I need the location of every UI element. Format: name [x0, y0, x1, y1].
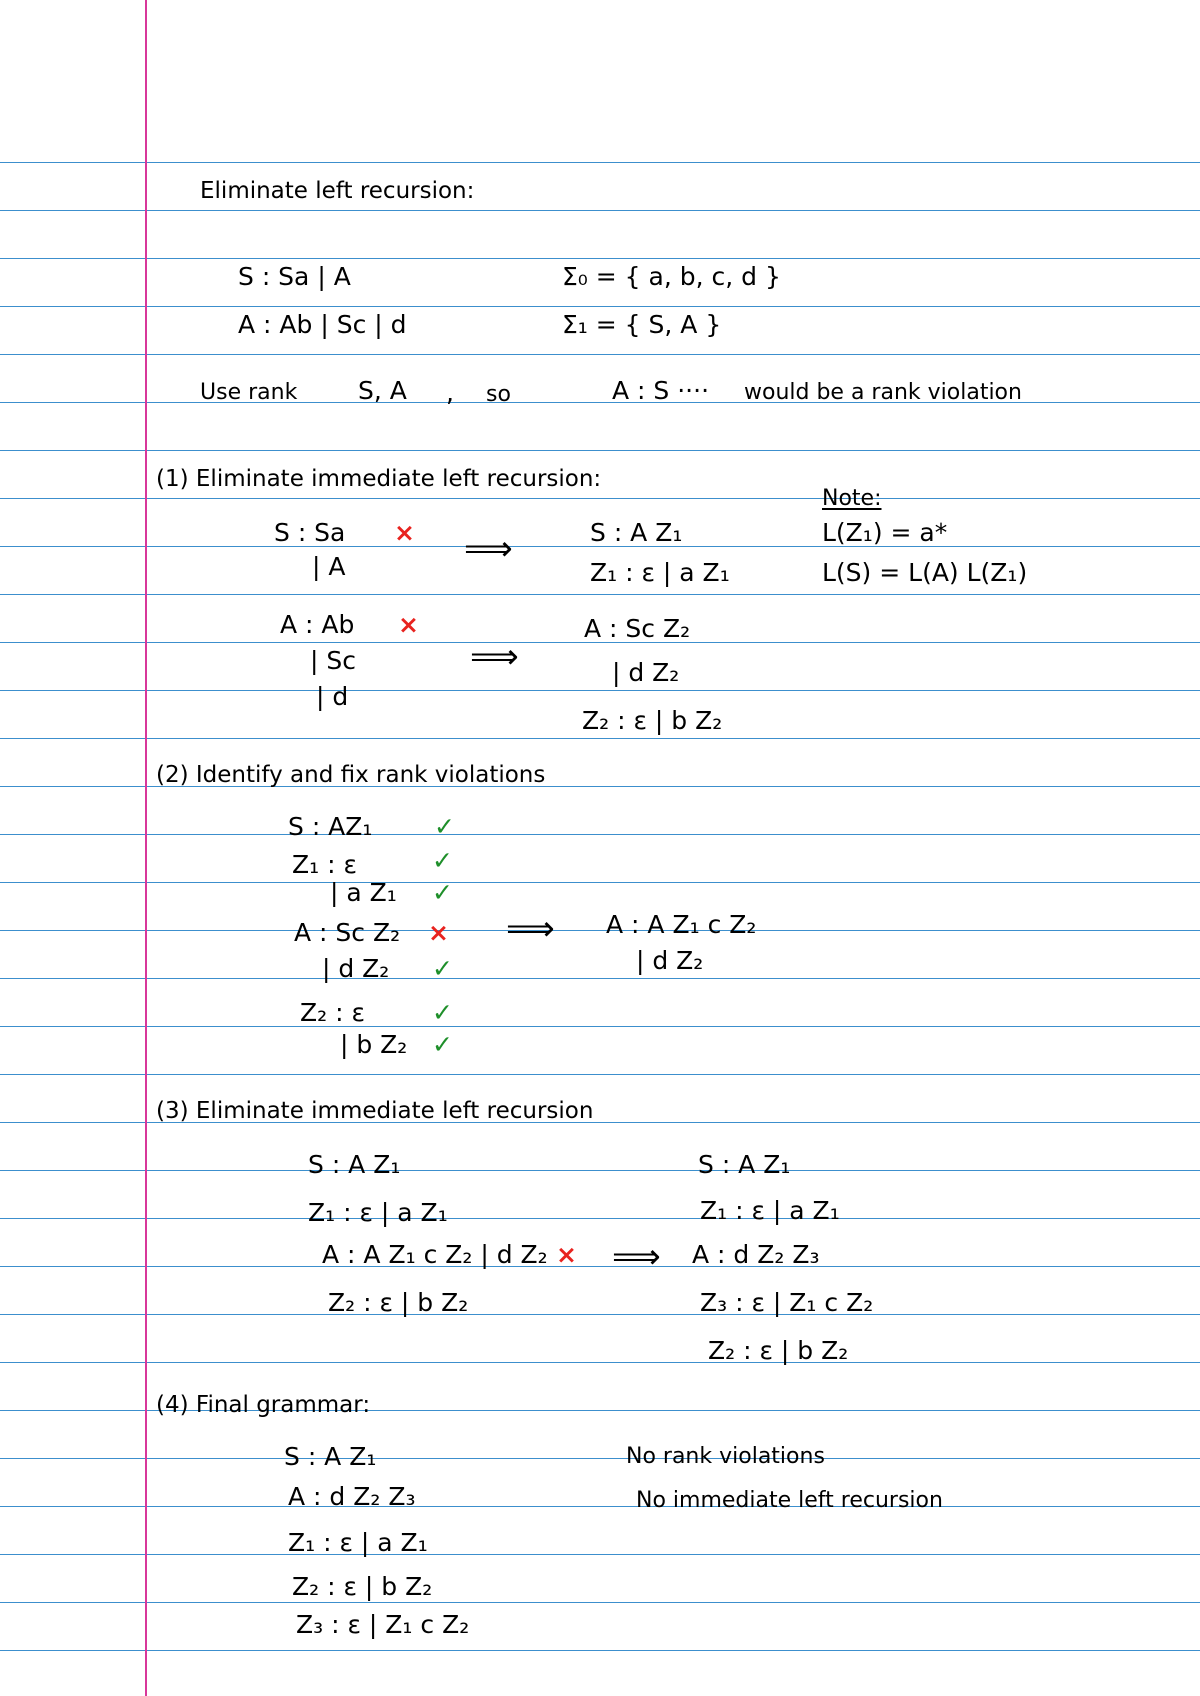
step3-right-1: S : A Z₁ — [698, 1150, 791, 1179]
rule-line — [0, 258, 1200, 259]
step4-title: (4) Final grammar: — [156, 1392, 371, 1418]
rank-use-label: Use rank — [200, 380, 298, 405]
step2-line-1: S : AZ₁ — [288, 812, 373, 841]
step3-right-3: A : d Z₂ Z₃ — [692, 1240, 820, 1269]
rule-line — [0, 306, 1200, 307]
step1-title: (1) Eliminate immediate left recursion: — [156, 466, 602, 492]
rule-line — [0, 594, 1200, 595]
transform-arrow: ⟹ — [464, 529, 513, 569]
final-check-rank: No rank violations — [626, 1444, 825, 1469]
step2-title: (2) Identify and fix rank violations — [156, 762, 546, 788]
step3-right-5: Z₂ : ε | b Z₂ — [708, 1336, 849, 1365]
check-mark: ✓ — [432, 954, 453, 983]
step2-line-2: Z₁ : ε — [292, 850, 357, 879]
step2-result-2: | d Z₂ — [636, 946, 704, 975]
rule-line — [0, 978, 1200, 979]
step3-left-2: Z₁ : ε | a Z₁ — [308, 1198, 448, 1227]
rank-order: S, A — [358, 376, 407, 405]
note-line-2: L(S) = L(A) L(Z₁) — [822, 558, 1028, 587]
rule-line — [0, 1602, 1200, 1603]
cross-mark: × — [556, 1240, 577, 1269]
rule-line — [0, 162, 1200, 163]
step3-right-4: Z₃ : ε | Z₁ c Z₂ — [700, 1288, 874, 1317]
final-rule-z2: Z₂ : ε | b Z₂ — [292, 1572, 433, 1601]
rule-line — [0, 1266, 1200, 1267]
check-mark: ✓ — [432, 878, 453, 907]
check-mark: ✓ — [432, 998, 453, 1027]
rule-line — [0, 1218, 1200, 1219]
step1-a-rule: A : Ab — [280, 610, 355, 639]
step2-line-6: Z₂ : ε — [300, 998, 365, 1027]
rule-line — [0, 690, 1200, 691]
grammar-line-s: S : Sa | A — [238, 262, 351, 291]
final-rule-s: S : A Z₁ — [284, 1442, 377, 1471]
step1-result-1: S : A Z₁ — [590, 518, 683, 547]
grammar-line-a: A : Ab | Sc | d — [238, 310, 407, 339]
note-title: Note: — [822, 486, 882, 511]
rule-line — [0, 1506, 1200, 1507]
step1-result-4: | d Z₂ — [612, 658, 680, 687]
cross-mark: × — [428, 918, 449, 947]
transform-arrow: ⟹ — [506, 909, 555, 949]
rule-line — [0, 834, 1200, 835]
rule-line — [0, 1074, 1200, 1075]
rule-line — [0, 738, 1200, 739]
rule-line — [0, 210, 1200, 211]
rank-comma: , — [446, 378, 454, 407]
step1-s-rule: S : Sa — [274, 518, 346, 547]
sigma0-set: Σ₀ = { a, b, c, d } — [562, 262, 781, 291]
step1-a-alt-1: | Sc — [310, 646, 356, 675]
step3-left-3: A : A Z₁ c Z₂ | d Z₂ — [322, 1240, 548, 1269]
step3-right-2: Z₁ : ε | a Z₁ — [700, 1196, 840, 1225]
step1-s-alt: | A — [312, 552, 346, 581]
rank-so: so — [486, 382, 511, 407]
rule-line — [0, 1458, 1200, 1459]
rule-line — [0, 882, 1200, 883]
step3-left-4: Z₂ : ε | b Z₂ — [328, 1288, 469, 1317]
check-mark: ✓ — [434, 812, 455, 841]
check-mark: ✓ — [432, 846, 453, 875]
rule-line — [0, 1362, 1200, 1363]
final-check-recursion: No immediate left recursion — [636, 1488, 943, 1513]
step3-left-1: S : A Z₁ — [308, 1150, 401, 1179]
rank-violation-note: would be a rank violation — [744, 380, 1022, 405]
rule-line — [0, 1170, 1200, 1171]
rule-line — [0, 930, 1200, 931]
step1-result-3: A : Sc Z₂ — [584, 614, 691, 643]
step2-result-1: A : A Z₁ c Z₂ — [606, 910, 757, 939]
rule-line — [0, 498, 1200, 499]
step3-title: (3) Eliminate immediate left recursion — [156, 1098, 594, 1124]
final-rule-z3: Z₃ : ε | Z₁ c Z₂ — [296, 1610, 470, 1639]
step2-line-4: A : Sc Z₂ — [294, 918, 401, 947]
rule-line — [0, 1650, 1200, 1651]
cross-mark: × — [398, 610, 419, 639]
step2-line-3: | a Z₁ — [330, 878, 397, 907]
rule-line — [0, 1026, 1200, 1027]
margin-line — [145, 0, 147, 1696]
final-rule-z1: Z₁ : ε | a Z₁ — [288, 1528, 428, 1557]
rule-line — [0, 1314, 1200, 1315]
sigma1-set: Σ₁ = { S, A } — [562, 310, 722, 339]
note-line-1: L(Z₁) = a* — [822, 518, 948, 547]
rank-example: A : S ···· — [612, 376, 710, 405]
rule-line — [0, 354, 1200, 355]
step2-line-7: | b Z₂ — [340, 1030, 408, 1059]
cross-mark: × — [394, 518, 415, 547]
transform-arrow: ⟹ — [612, 1237, 661, 1277]
rule-line — [0, 1554, 1200, 1555]
step1-result-2: Z₁ : ε | a Z₁ — [590, 558, 730, 587]
final-rule-a: A : d Z₂ Z₃ — [288, 1482, 416, 1511]
step1-result-5: Z₂ : ε | b Z₂ — [582, 706, 723, 735]
step1-a-alt-2: | d — [316, 682, 349, 711]
check-mark: ✓ — [432, 1030, 453, 1059]
rule-line — [0, 450, 1200, 451]
intro-title: Eliminate left recursion: — [200, 178, 475, 204]
transform-arrow: ⟹ — [470, 637, 519, 677]
step2-line-5: | d Z₂ — [322, 954, 390, 983]
